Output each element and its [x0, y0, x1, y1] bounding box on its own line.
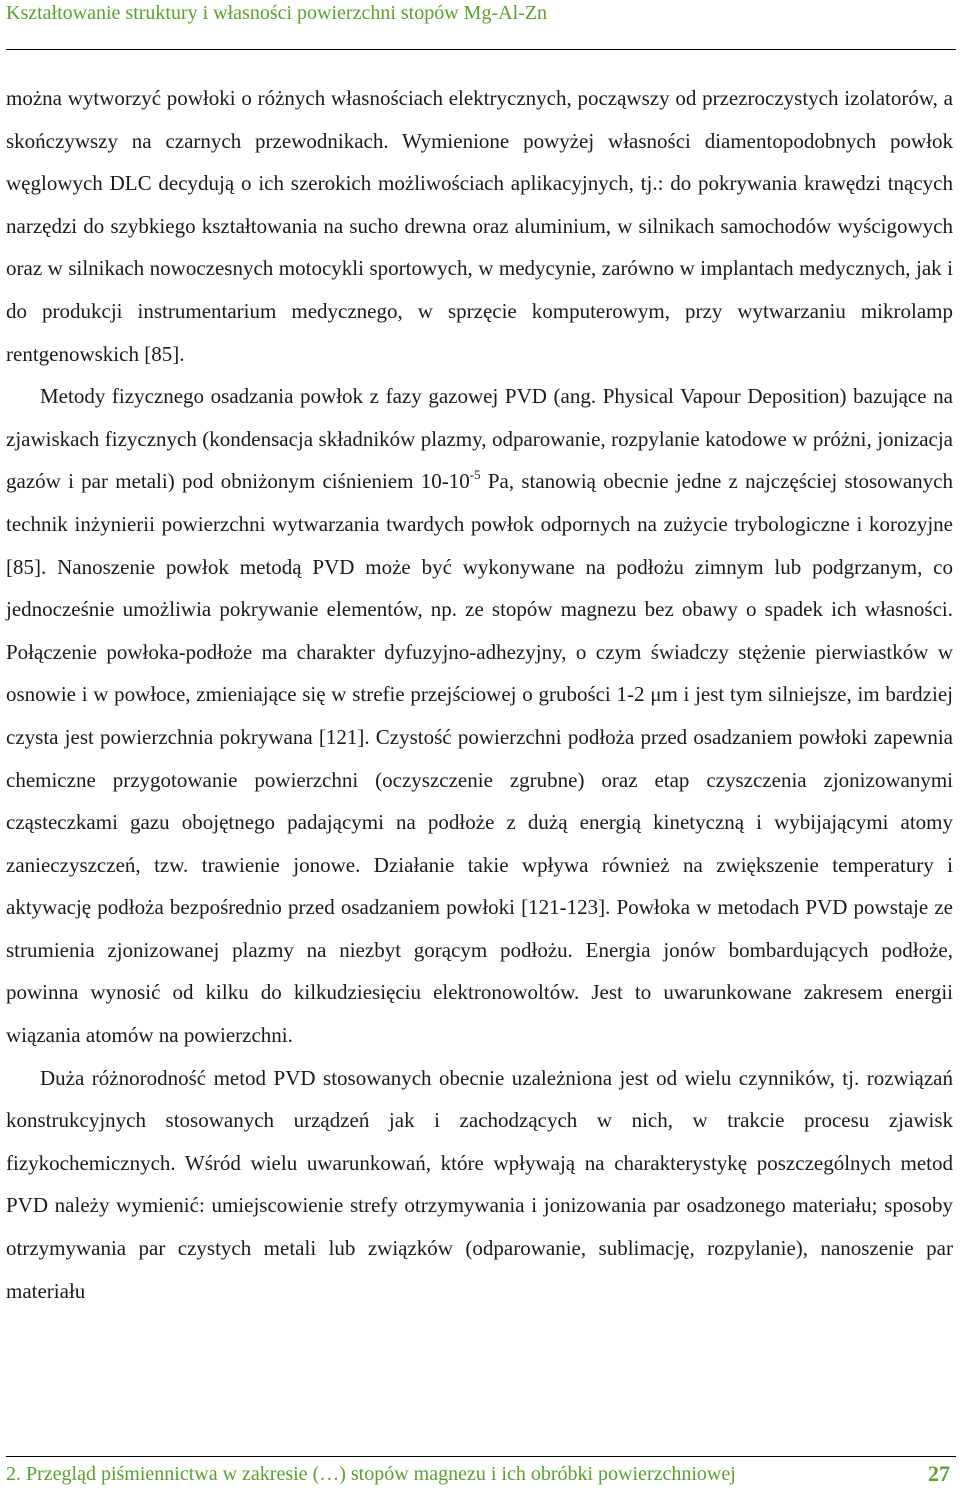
chapter-title: 2. Przegląd piśmiennictwa w zakresie (…) stopów magnezu i ich obróbki powierzchniowej [6, 1463, 736, 1485]
paragraph-pvd-diversity: Duża różnorodność metod PVD stosowanych obecnie uzależniona jest od wielu czynników, tj. rozwiązań konstrukcyjnych stosowanych urządzeń jak i zachodzących w nich, w trakcie procesu zjawisk fizykochemicznych. Wśród wielu uwarunkowań, które wpływają na charakterystykę poszczególnych metod PVD należy wymienić: umiejscowienie strefy otrzymywania i jonizowania par osadzonego materiału; sposoby otrzymywania par czystych metali lub związków (odparowanie, sublimację, rozpylanie), nanoszenie par materiału [6, 1065, 953, 1303]
page-footer [6, 1456, 956, 1493]
paragraph-pvd-methods [6, 375, 953, 1057]
page-header [6, 0, 956, 50]
paragraph-pvd-text-end: Pa, stanowią obecnie jedne z najczęściej stosowanych technik inżynierii powierzchni wytwarzania twardych powłok odpornych na zużycie trybologiczne i korozyjne [85]. Nanoszenie powłok metodą PVD może być wykonywane na podłożu zimnym lub podgrzanym, co jednocześnie umożliwia pokrywanie elementów, np. ze stopów magnezu bez obawy o spadek ich własności. Połączenie powłoka-podłoże ma charakter dyfuzyjno-adhezyjny, o czym świadczy stężenie pierwiastków w osnowie i w powłoce, zmieniające się w strefie przejściowej o grubości 1-2 μm i jest tym silniejsze, im bardziej czysta jest powierzchnia pokrywana [121]. Czystość powierzchni podłoża przed osadzaniem powłoki zapewnia chemiczne przygotowanie powierzchni (oczyszczenie zgrubne) oraz etap czyszczenia zjonizowanymi cząsteczkami gazu obojętnego padającymi na podłoże z dużą energią kinetyczną i wybijającymi atomy zanieczyszczeń, tzw. trawienie jonowe. Działanie takie wpływa również na zwiększenie temperatury i aktywację podłoża bezpośrednio przed osadzaniem powłoki [121-123]. Powłoka w metodach PVD powstaje ze strumienia zjonizowanej plazmy na niezbyt gorącym podłożu. Energia jonów bombardujących podłoże, powinna wynosić od kilku do kilkudziesięciu elektronowoltów. Jest to uwarunkowane zakresem energii wiązania atomów na powierzchni. [6, 469, 953, 1048]
page-body [6, 77, 953, 1312]
paragraph-pvd-text-start: Metody fizycznego osadzania powłok z fazy gazowej PVD (ang. Physical Vapour Deposition) bazujące na zjawiskach fizycznych (kondensacja składników plazmy, odparowanie, rozpylanie katodowe w próżni, jonizacja gazów i par metali) pod obniżonym ciśnieniem 10-10 [6, 384, 953, 494]
pressure-exponent: -5 [469, 467, 481, 483]
page-number: 27 [928, 1461, 950, 1486]
paragraph-dlc-applications: można wytworzyć powłoki o różnych własnościach elektrycznych, począwszy od przezroczystych izolatorów, a skończywszy na czarnych przewodnikach. Wymienione powyżej własności diamentopodobnych powłok węglowych DLC decydują o ich szerokich możliwościach aplikacyjnych, tj.: do pokrywania krawędzi tnących narzędzi do szybkiego kształtowania na sucho drewna oraz aluminium, w silnikach samochodów wyścigowych oraz w silnikach nowoczesnych motocykli sportowych, w medycynie, zarówno w implantach medycznych, jak i do produkcji instrumentarium medycznego, w sprzęcie komputerowym, przy wytwarzaniu mikrolamp rentgenowskich [85]. [6, 86, 953, 366]
running-title: Kształtowanie struktury i własności powierzchni stopów Mg-Al-Zn [6, 2, 548, 24]
